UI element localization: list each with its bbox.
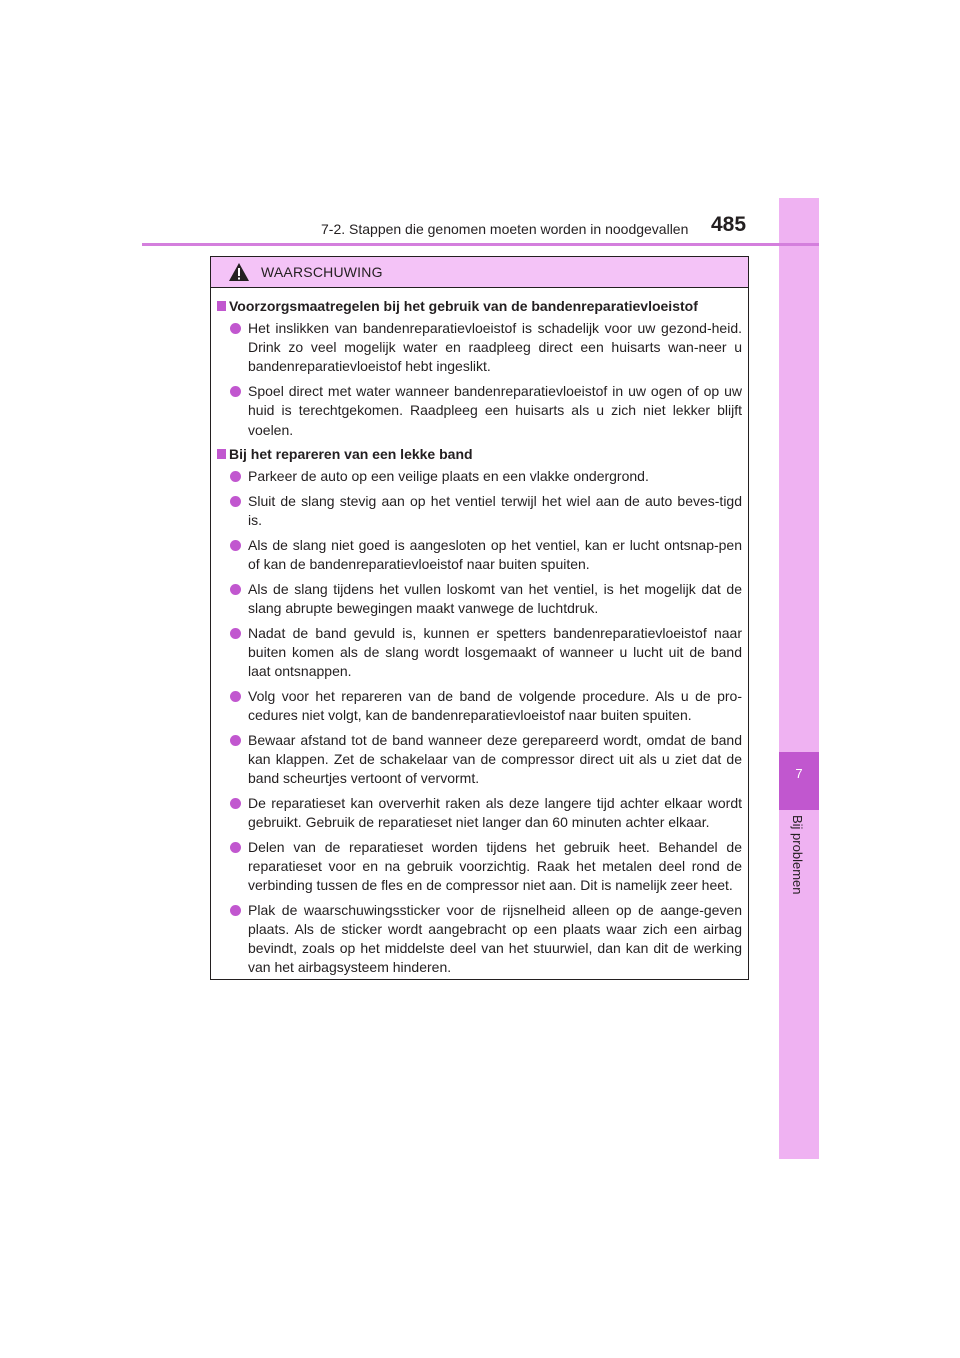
- warning-box: [210, 256, 749, 980]
- list-item-text: Spoel direct met water wanneer bandenreparatievloeistof in uw ogen of op uw huid is terechtgekomen. Raadpleeg een huisarts als u zich niet lekker blijft voelen.: [248, 383, 742, 438]
- list-item: [217, 838, 742, 896]
- header-divider: [142, 243, 819, 246]
- group-heading: [217, 297, 742, 316]
- list-item: [217, 467, 742, 486]
- list-item-text: Bewaar afstand tot de band wanneer deze gerepareerd wordt, omdat de band kan klappen. Zet de schakelaar van de compressor direct uit als u ziet dat de band scheurtjes vertoont of vervormt.: [248, 731, 742, 787]
- item-list: [217, 467, 742, 977]
- bullet-dot-icon: [230, 540, 241, 551]
- list-item: [217, 319, 742, 377]
- bullet-dot-icon: [230, 471, 241, 482]
- list-item: [217, 536, 742, 574]
- list-item-text: Delen van de reparatieset worden tijdens het gebruik heet. Behandel de reparatieset voor en na gebruik voorzichtig. Raak het metalen deel rond de verbinding tussen de fles en de compressor niet aan. Dit is namelijk zeer heet.: [248, 838, 742, 894]
- list-item-text: Volg voor het repareren van de band de volgende procedure. Als u de pro-cedures niet volgt, kan de bandenreparatievloeistof naar buiten spuiten.: [248, 687, 742, 723]
- list-item-text: De reparatieset kan oververhit raken als deze langere tijd achter elkaar wordt gebruikt. Gebruik de reparatieset niet langer dan 60 minuten achter elkaar.: [248, 794, 742, 830]
- bullet-dot-icon: [230, 496, 241, 507]
- warning-label: WAARSCHUWING: [261, 264, 383, 280]
- list-item-text: Parkeer de auto op een veilige plaats en een vlakke ondergrond.: [248, 468, 649, 485]
- chapter-number-marker: [779, 752, 819, 810]
- group-heading-text: Bij het repareren van een lekke band: [229, 446, 473, 463]
- item-list: [217, 319, 742, 440]
- list-item: [217, 580, 742, 618]
- warning-header: [211, 257, 748, 288]
- bullet-dot-icon: [230, 386, 241, 397]
- chapter-number: 7: [795, 766, 803, 781]
- bullet-dot-icon: [230, 691, 241, 702]
- bullet-dot-icon: [230, 798, 241, 809]
- page-number: 485: [711, 213, 747, 236]
- list-item-text: Plak de waarschuwingssticker voor de rijsnelheid alleen op de aange-geven plaats. Als de sticker wordt aangebracht op een plaats waar zich een airbag bevindt, zoals op het middelste deel van het stuurwiel, dan kan dit de werking van het airbagsysteem hinderen.: [248, 901, 742, 976]
- section-title: 7-2. Stappen die genomen moeten worden in noodgevallen: [321, 221, 689, 237]
- warning-triangle-icon: [228, 262, 250, 282]
- bullet-dot-icon: [230, 905, 241, 916]
- list-item: [217, 794, 742, 832]
- square-bullet-icon: [217, 301, 226, 311]
- list-item-text: Sluit de slang stevig aan op het ventiel terwijl het wiel aan de auto beves-tigd is.: [248, 492, 742, 529]
- list-item: [217, 687, 742, 725]
- square-bullet-icon: [217, 449, 226, 459]
- bullet-dot-icon: [230, 842, 241, 853]
- warning-body: [211, 288, 748, 978]
- list-item: [217, 901, 742, 978]
- bullet-dot-icon: [230, 628, 241, 639]
- list-item-text: Als de slang niet goed is aangesloten op het ventiel, kan er lucht ontsnap-pen of kan de bandenreparatievloeistof naar buiten spuiten.: [248, 536, 742, 573]
- bullet-dot-icon: [230, 323, 241, 334]
- list-item: [217, 731, 742, 789]
- chapter-title: Bij problemen: [790, 815, 805, 895]
- warning-group: [217, 297, 742, 440]
- list-item: [217, 624, 742, 682]
- list-item-text: Het inslikken van bandenreparatievloeistof is schadelijk voor uw gezond-heid. Drink zo veel mogelijk water en raadpleeg direct een huisarts wan-neer u bandenreparatievloeistof hebt ingeslikt.: [248, 320, 742, 375]
- warning-group: [217, 445, 742, 977]
- bullet-dot-icon: [230, 584, 241, 595]
- bullet-dot-icon: [230, 735, 241, 746]
- list-item: [217, 492, 742, 530]
- list-item-text: Nadat de band gevuld is, kunnen er spetters bandenreparatievloeistof naar buiten komen als de slang wordt losgemaakt of wanneer u lucht uit de band laat ontsnappen.: [248, 624, 742, 680]
- group-heading: [217, 445, 742, 464]
- group-heading-text: Voorzorgsmaatregelen bij het gebruik van de bandenreparatievloeistof: [229, 298, 698, 314]
- list-item-text: Als de slang tijdens het vullen loskomt van het ventiel, is het mogelijk dat de slang abrupte bewegingen maakt vanwege de luchtdruk.: [248, 580, 742, 616]
- list-item: [217, 382, 742, 440]
- chapter-side-tab: [779, 198, 819, 1159]
